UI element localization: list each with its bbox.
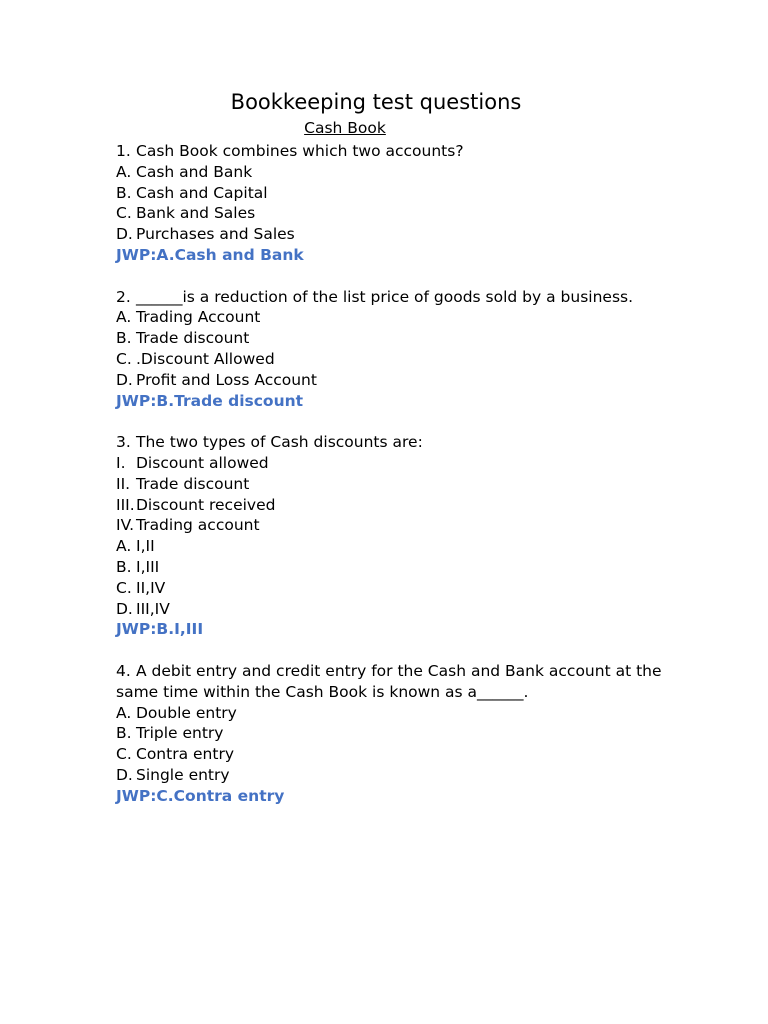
option-text: Cash and Capital (136, 183, 268, 202)
answer-key: JWP:A.Cash and Bank (116, 245, 304, 264)
option-d (116, 765, 656, 786)
option-text: Triple entry (136, 724, 224, 743)
option-text: II,IV (136, 578, 166, 597)
option-marker: B. (116, 329, 132, 348)
option-marker: C. (116, 578, 132, 597)
option-a (116, 307, 656, 328)
document-title: Bookkeeping test questions (230, 90, 522, 114)
option-text: III,IV (136, 599, 170, 618)
option-marker: B. (116, 724, 132, 743)
question-number: 4. (116, 661, 131, 680)
option-text: I,III (136, 557, 160, 576)
option-marker: A. (116, 308, 132, 327)
option-a (116, 536, 656, 557)
question-text: Cash Book combines which two accounts? (136, 142, 464, 160)
statement-marker: IV. (116, 516, 135, 535)
statement-marker: III. (116, 495, 135, 514)
question-4 (116, 661, 662, 807)
option-text: Bank and Sales (136, 204, 256, 223)
option-marker: D. (116, 370, 133, 389)
option-text: Contra entry (136, 745, 234, 764)
option-marker: D. (116, 599, 133, 618)
blank-line (116, 411, 656, 432)
option-text: Profit and Loss Account (136, 370, 317, 389)
option-b (116, 183, 656, 204)
option-marker: A. (116, 162, 132, 181)
option-b (116, 328, 656, 349)
question-number: 3. (116, 433, 131, 452)
option-marker: C. (116, 204, 132, 223)
option-text: Purchases and Sales (136, 225, 295, 244)
blank-line (116, 266, 656, 287)
question-prompt (116, 141, 656, 162)
statement-text: Discount received (136, 495, 276, 514)
option-c (116, 203, 656, 224)
statement-marker: I. (116, 453, 126, 472)
question-text: The two types of Cash discounts are: (136, 433, 423, 452)
question-text: ______is a reduction of the list price of goods sold by a business. (136, 287, 634, 306)
answer-key: JWP:B.I,III (116, 620, 204, 639)
blank-line (116, 640, 656, 661)
option-marker: A. (116, 537, 132, 556)
question-3 (116, 432, 656, 640)
option-marker: D. (116, 225, 133, 244)
option-c (116, 578, 656, 599)
option-d (116, 370, 656, 391)
document-subtitle: Cash Book (304, 119, 386, 137)
option-b (116, 557, 656, 578)
statement-iv (116, 515, 656, 536)
option-c (116, 349, 656, 370)
question-text: A debit entry and credit entry for the Cash and Bank account at the (136, 661, 662, 680)
option-marker: B. (116, 183, 132, 202)
statement-text: Trade discount (136, 474, 250, 493)
option-marker: A. (116, 703, 132, 722)
option-text: Single entry (136, 765, 230, 784)
option-text: Trade discount (136, 329, 250, 348)
statement-marker: II. (116, 474, 131, 493)
option-d (116, 599, 656, 620)
answer-key: JWP:C.Contra entry (116, 786, 285, 805)
question-prompt (116, 432, 656, 453)
question-prompt (116, 661, 662, 682)
statement-i (116, 453, 656, 474)
option-text: Trading Account (136, 308, 261, 327)
option-text: I,II (136, 537, 155, 556)
question-1 (116, 141, 656, 266)
option-a (116, 162, 656, 183)
option-a (116, 703, 656, 724)
option-marker: C. (116, 745, 132, 764)
option-c (116, 744, 656, 765)
option-text: Double entry (136, 703, 237, 722)
statement-ii (116, 474, 656, 495)
option-text: Cash and Bank (136, 162, 253, 181)
question-text-continued: same time within the Cash Book is known as a______. (116, 682, 529, 701)
statement-text: Discount allowed (136, 453, 269, 472)
question-list (116, 141, 662, 807)
option-marker: B. (116, 557, 132, 576)
answer-key: JWP:B.Trade discount (116, 391, 304, 410)
question-number: 2. (116, 287, 131, 306)
option-marker: D. (116, 765, 133, 784)
question-number: 1. (116, 142, 131, 160)
option-text: .Discount Allowed (136, 349, 275, 368)
option-b (116, 723, 656, 744)
question-prompt (116, 287, 656, 308)
option-d (116, 224, 656, 245)
question-2 (116, 287, 656, 412)
statement-iii (116, 495, 656, 516)
statement-text: Trading account (136, 516, 260, 535)
option-marker: C. (116, 349, 132, 368)
